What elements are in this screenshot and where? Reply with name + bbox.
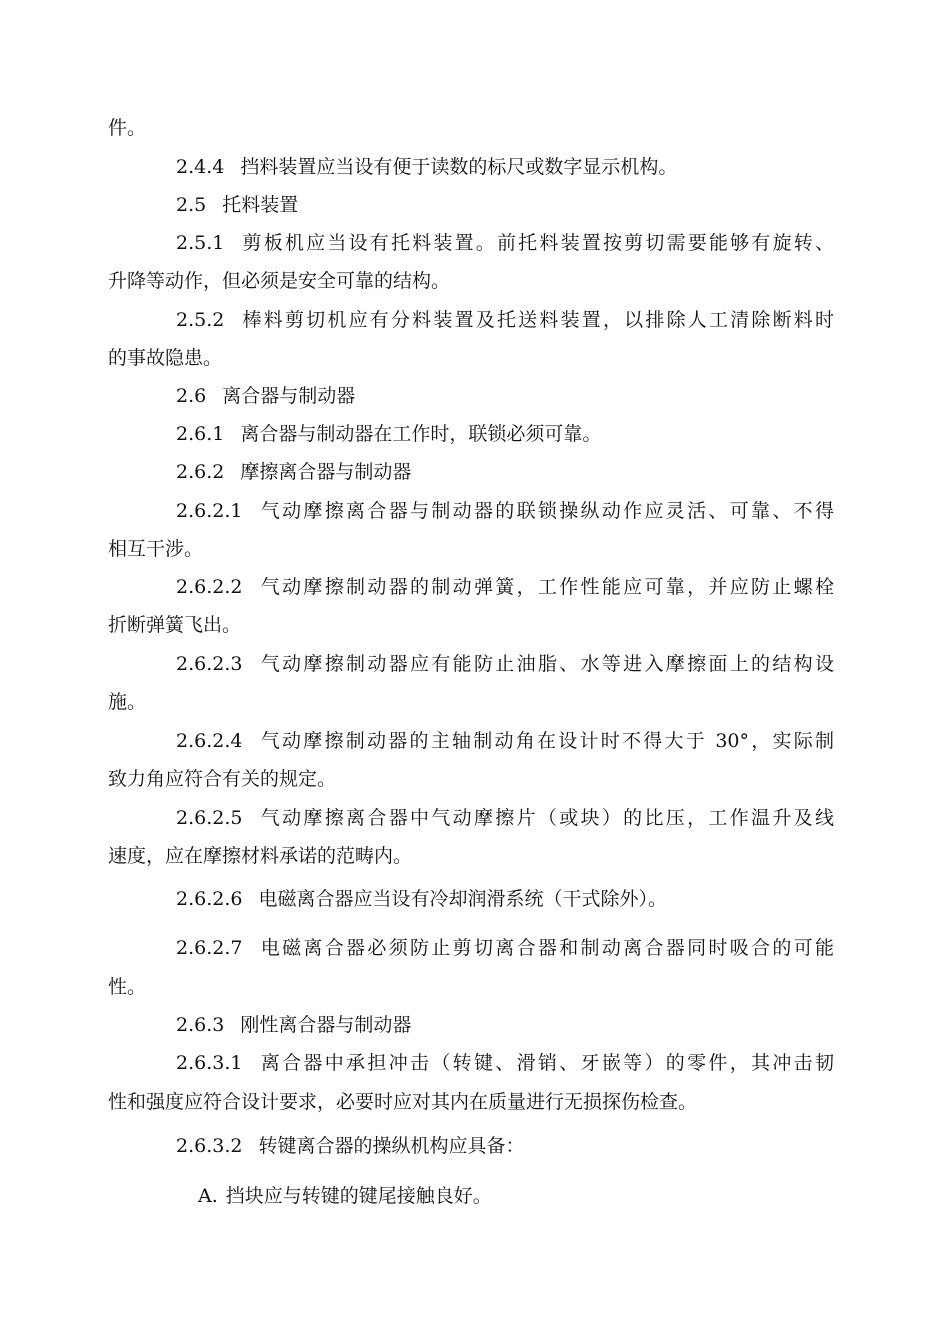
clause-text: 离合器与制动器 bbox=[222, 385, 356, 407]
clause-2-6-2-2 bbox=[176, 575, 834, 599]
clause-2-5-1 bbox=[176, 231, 834, 255]
clause-number: 2.6.1 bbox=[176, 423, 225, 445]
clause-continuation: 相互干涉。 bbox=[108, 538, 204, 560]
clause-continuation: 速度，应在摩擦材料承诺的范畴内。 bbox=[108, 845, 413, 867]
clause-2-6-2-7 bbox=[176, 936, 834, 960]
clause-text: 电磁离合器应当设有冷却润滑系统（干式除外）。 bbox=[258, 888, 667, 910]
clause-text: 离合器与制动器在工作时，联锁必须可靠。 bbox=[240, 423, 602, 445]
clause-number: 2.4.4 bbox=[176, 156, 225, 178]
clause-2-6-2-5 bbox=[176, 806, 834, 830]
clause-text: 气动摩擦制动器应有能防止油脂、水等进入摩擦面上的结构设 bbox=[258, 653, 834, 675]
clause-2-6-2-4 bbox=[176, 729, 834, 753]
clause-2-6-2-3 bbox=[176, 652, 834, 676]
clause-2-6-3-1 bbox=[176, 1051, 834, 1075]
clause-text: 剪板机应当设有托料装置。前托料装置按剪切需要能够有旋转、 bbox=[240, 232, 834, 254]
clause-2-6-2-6 bbox=[176, 887, 667, 911]
clause-2-6-1 bbox=[176, 422, 601, 446]
list-item-a bbox=[198, 1184, 492, 1208]
section-2-6-heading bbox=[176, 384, 355, 408]
clause-2-6-3-2 bbox=[176, 1134, 525, 1158]
clause-2-6-2 bbox=[176, 460, 411, 484]
clause-number: 2.5.2 bbox=[176, 309, 225, 331]
clause-text: 托料装置 bbox=[222, 194, 299, 216]
clause-number: 2.6.3 bbox=[176, 1014, 225, 1036]
clause-text: 挡料装置应当设有便于读数的标尺或数字显示机构。 bbox=[240, 156, 678, 178]
clause-number: 2.6.2.1 bbox=[176, 500, 243, 522]
clause-number: 2.6 bbox=[176, 385, 207, 407]
clause-2-4-4 bbox=[176, 155, 677, 179]
clause-number: 2.6.2.2 bbox=[176, 576, 243, 598]
clause-number: 2.6.2 bbox=[176, 461, 225, 483]
clause-number: 2.6.2.6 bbox=[176, 888, 243, 910]
clause-2-6-2-1 bbox=[176, 499, 834, 523]
clause-continuation: 性。 bbox=[108, 976, 147, 998]
clause-number: 2.5.1 bbox=[176, 232, 225, 254]
section-2-5-heading bbox=[176, 193, 298, 217]
list-marker: A. bbox=[198, 1185, 218, 1207]
clause-continuation: 施。 bbox=[108, 691, 147, 713]
clause-continuation: 致力角应符合有关的规定。 bbox=[108, 768, 337, 790]
clause-number: 2.6.3.2 bbox=[176, 1135, 243, 1157]
clause-text: 气动摩擦离合器中气动摩擦片（或块）的比压，工作温升及线 bbox=[258, 807, 834, 829]
clause-number: 2.6.2.4 bbox=[176, 730, 243, 752]
clause-2-5-2 bbox=[176, 308, 834, 332]
list-item-text: 挡块应与转键的键尾接触良好。 bbox=[225, 1185, 492, 1207]
clause-number: 2.6.2.7 bbox=[176, 937, 243, 959]
clause-text: 气动摩擦制动器的主轴制动角在设计时不得大于 30°，实际制 bbox=[258, 730, 834, 752]
clause-text: 刚性离合器与制动器 bbox=[240, 1014, 412, 1036]
clause-continuation: 升降等动作，但必须是安全可靠的结构。 bbox=[108, 270, 451, 292]
clause-text: 离合器中承担冲击（转键、滑销、牙嵌等）的零件，其冲击韧 bbox=[258, 1052, 834, 1074]
clause-text: 气动摩擦离合器与制动器的联锁操纵动作应灵活、可靠、不得 bbox=[258, 500, 834, 522]
clause-text: 电磁离合器必须防止剪切离合器和制动离合器同时吸合的可能 bbox=[258, 937, 834, 959]
clause-number: 2.6.3.1 bbox=[176, 1052, 243, 1074]
clause-text: 摩擦离合器与制动器 bbox=[240, 461, 412, 483]
clause-text: 棒料剪切机应有分料装置及托送料装置，以排除人工清除断料时 bbox=[240, 309, 834, 331]
clause-text: 气动摩擦制动器的制动弹簧，工作性能应可靠，并应防止螺栓 bbox=[258, 576, 834, 598]
clause-text: 转键离合器的操纵机构应具备： bbox=[258, 1135, 525, 1157]
clause-continuation: 的事故隐患。 bbox=[108, 347, 223, 369]
clause-number: 2.5 bbox=[176, 194, 207, 216]
clause-continuation: 折断弹簧飞出。 bbox=[108, 614, 242, 636]
clause-number: 2.6.2.5 bbox=[176, 807, 243, 829]
clause-continuation: 性和强度应符合设计要求，必要时应对其内在质量进行无损探伤检查。 bbox=[108, 1091, 698, 1113]
clause-number: 2.6.2.3 bbox=[176, 653, 243, 675]
text-line: 件。 bbox=[108, 117, 147, 139]
clause-2-6-3 bbox=[176, 1013, 411, 1037]
